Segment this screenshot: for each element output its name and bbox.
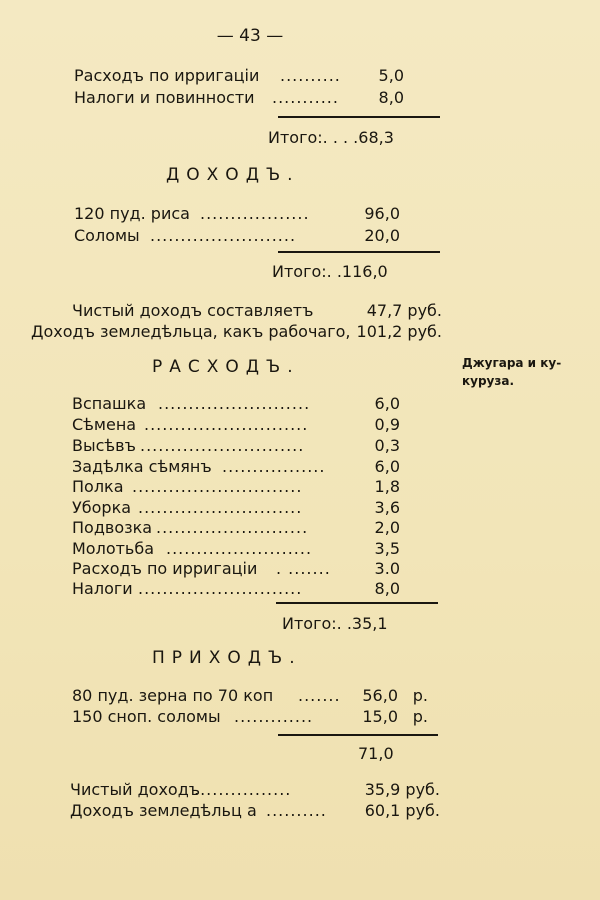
leader-dots: ...........................	[138, 579, 303, 598]
row-value: 101,2 руб.	[356, 322, 442, 341]
margin-note	[462, 354, 561, 390]
row-value: 5,0	[378, 66, 404, 85]
leader-dots: . .......	[276, 559, 331, 578]
row-value: 35,9 руб.	[364, 780, 440, 799]
row-value: 1,8	[374, 477, 400, 496]
leader-dots: ..................	[200, 204, 310, 223]
row-unit: р.	[412, 686, 428, 705]
row-label: Соломы	[74, 226, 140, 245]
leader-dots: ........................	[150, 226, 297, 245]
row-label: Доходъ земледѣльца, какъ рабочаго,	[31, 322, 351, 341]
list-item	[72, 457, 400, 477]
total-line: Итого:. . . .68,3	[268, 128, 394, 147]
page-number: — 43 —	[216, 26, 284, 46]
row-label: Высѣвъ	[72, 436, 136, 455]
list-item	[31, 322, 442, 342]
row-label: Расходъ по ирригаціи	[74, 66, 260, 85]
list-item	[72, 477, 400, 497]
row-value: 60,1 руб.	[364, 801, 440, 820]
margin-note-line: куруза.	[462, 374, 515, 388]
row-label: 150 сноп. соломы	[72, 707, 221, 726]
list-item	[72, 707, 428, 727]
total-line: 71,0	[358, 744, 394, 763]
leader-dots: ................	[194, 780, 292, 799]
row-value: 3,6	[374, 498, 400, 517]
leader-dots: .......	[298, 686, 341, 705]
row-label: Подвозка	[72, 518, 153, 537]
row-label: Чистый доходъ	[70, 780, 201, 799]
row-label: Задѣлка сѣмянъ	[72, 457, 212, 476]
list-item	[74, 226, 400, 246]
row-value: 6,0	[374, 394, 400, 413]
row-unit: р.	[412, 707, 428, 726]
total-line: Итого:. .116,0	[272, 262, 388, 281]
leader-dots: .........................	[158, 394, 311, 413]
row-label: Уборка	[72, 498, 132, 517]
list-item	[72, 559, 400, 579]
row-label: Молотьба	[72, 539, 155, 558]
margin-note-line: Джугара и ку-	[462, 356, 562, 370]
list-item	[70, 780, 440, 800]
section-heading: ПРИХОДЪ.	[152, 648, 302, 668]
leader-dots: ...........................	[140, 436, 305, 455]
row-label: Налоги и повинности	[74, 88, 255, 107]
row-value: 20,0	[364, 226, 400, 245]
row-value: 2,0	[374, 518, 400, 537]
row-value: 8,0	[378, 88, 404, 107]
total-rule	[278, 734, 438, 736]
row-value: 56,0	[362, 686, 398, 705]
list-item	[72, 436, 400, 456]
row-label: 120 пуд. риса	[74, 204, 190, 223]
section-heading: РАСХОДЪ.	[152, 357, 300, 377]
list-item	[72, 301, 442, 321]
leader-dots: .............	[234, 707, 314, 726]
leader-dots: .........................	[156, 518, 309, 537]
list-item	[72, 394, 400, 414]
row-label: Расходъ по ирригаціи	[72, 559, 258, 578]
row-value: 0,9	[374, 415, 400, 434]
row-label: Доходъ земледѣльц а	[70, 801, 257, 820]
row-value: 47,7 руб.	[366, 301, 442, 320]
leader-dots: ..........	[280, 66, 341, 85]
leader-dots: .................	[222, 457, 326, 476]
list-item	[70, 801, 440, 821]
row-value: 6,0	[374, 457, 400, 476]
list-item	[72, 498, 400, 518]
list-item	[72, 518, 400, 538]
list-item	[74, 88, 404, 108]
row-value: 96,0	[364, 204, 400, 223]
list-item	[72, 579, 400, 599]
row-value: 3.0	[374, 559, 400, 578]
list-item	[72, 415, 400, 435]
list-item	[72, 539, 400, 559]
leader-dots: ............................	[132, 477, 303, 496]
row-label: Налоги	[72, 579, 133, 598]
total-rule	[276, 602, 438, 604]
list-item	[72, 686, 428, 706]
leader-dots: ...........	[272, 88, 339, 107]
total-rule	[278, 251, 440, 253]
list-item	[74, 66, 404, 86]
row-value: 15,0	[362, 707, 398, 726]
row-label: Полка	[72, 477, 124, 496]
row-value: 0,3	[374, 436, 400, 455]
section-heading: ДОХОДЪ.	[166, 165, 300, 185]
total-rule	[278, 116, 440, 118]
row-label: Вспашка	[72, 394, 147, 413]
row-label: Сѣмена	[72, 415, 137, 434]
leader-dots: ..........	[266, 801, 327, 820]
row-label: Чистый доходъ составляетъ	[72, 301, 314, 320]
leader-dots: ........................	[166, 539, 313, 558]
row-label: 80 пуд. зерна по 70 коп	[72, 686, 274, 705]
total-line: Итого:. .35,1	[282, 614, 388, 633]
list-item	[74, 204, 400, 224]
row-value: 8,0	[374, 579, 400, 598]
leader-dots: ...........................	[138, 498, 303, 517]
row-value: 3,5	[374, 539, 400, 558]
leader-dots: ...........................	[144, 415, 309, 434]
